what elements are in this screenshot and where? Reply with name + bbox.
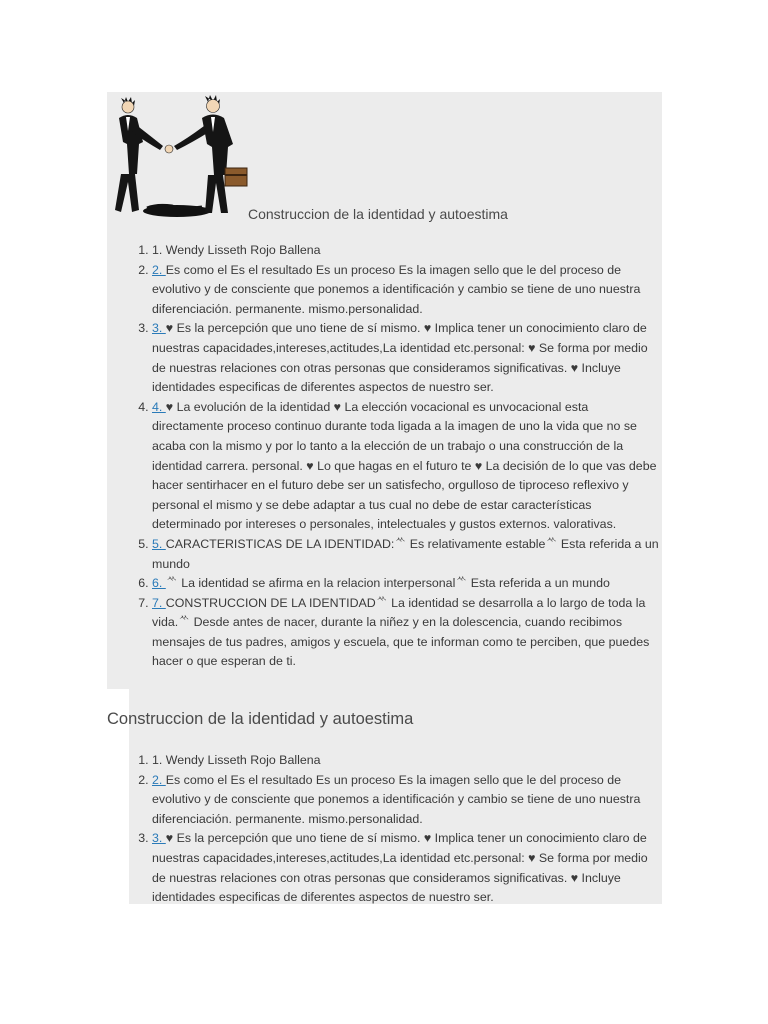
list-item-link[interactable]: 3. xyxy=(152,321,166,336)
list-item-text: CARACTERISTICAS DE LA IDENTIDAD:ᄿ Es relativamente estableᄿ Esta referida a un mundo xyxy=(152,536,659,571)
list-item-link[interactable]: 3. xyxy=(152,831,166,846)
list-item-text: ♥ La evolución de la identidad ♥ La elección vocacional es unvocacional esta directamente proceso continuo durante toda ligada a la imagen de uno la vida que no se acaba con la mismo y por lo tanto a la elección de un trabajo o una construcción de la identidad carrera. personal. ♥ Lo que hagas en el futuro te ♥ La decisión de lo que vas debe hacer sentirhacer en el futuro debe ser un satisfecho, orgulloso de tiproceso reflexivo y personal el mismo y se debe adaptar a tus cual no debe de estar características determinado por intereses o personales, intelectuales y gustos externos. valorativas. xyxy=(152,399,657,532)
list-item xyxy=(152,574,662,594)
handshake-businessmen-image xyxy=(107,92,249,222)
list-item-text: ♥ Es la percepción que uno tiene de sí mismo. ♥ Implica tener un conocimiento claro de nuestras capacidades,intereses,actitudes,La identidad etc.personal: ♥ Se forma por medio de nuestras relaciones con otras personas que consideramos significativas. ♥ Incluye identidades especificas de diferentes aspectos de nuestro ser. xyxy=(152,321,648,395)
list-item xyxy=(152,535,662,574)
list-item xyxy=(152,751,662,771)
list-item-text: CONSTRUCCION DE LA IDENTIDADᄿ La identidad se desarrolla a lo largo de toda la vida.ᄿ Desde antes de nacer, durante la niñez y en la dolescencia, cuando recibimos mensajes de tus padres, amigos y escuela, que te informan como te perciben, que puedes hacer o que esperan de ti. xyxy=(152,595,650,669)
section-heading-secondary: Construccion de la identidad y autoestima xyxy=(107,710,414,728)
section-heading-primary: Construccion de la identidad y autoestima xyxy=(248,206,508,222)
list-item-link[interactable]: 2. xyxy=(152,262,166,277)
list-item xyxy=(152,241,662,261)
list-item xyxy=(152,771,662,830)
list-item-link[interactable]: 2. xyxy=(152,772,166,787)
list-item-text: 1. Wendy Lisseth Rojo Ballena xyxy=(152,753,321,767)
list-item-link[interactable]: 7. xyxy=(152,595,166,610)
list-item-link[interactable]: 5. xyxy=(152,536,166,551)
list-item-link[interactable]: 6. xyxy=(152,576,166,591)
list-item xyxy=(152,319,662,397)
list-item-text: 1. Wendy Lisseth Rojo Ballena xyxy=(152,243,321,257)
identity-list-secondary xyxy=(152,751,662,908)
list-item-text: Es como el Es el resultado Es un proceso Es la imagen sello que le del proceso de evolutivo y de consciente que ponemos a identificación y cambio se tiene de uno nuestra diferenciación. permanente. mismo.personalidad. xyxy=(152,262,641,316)
list-item-link[interactable]: 4. xyxy=(152,399,166,414)
list-item-text: Es como el Es el resultado Es un proceso Es la imagen sello que le del proceso de evolutivo y de consciente que ponemos a identificación y cambio se tiene de uno nuestra diferenciación. permanente. mismo.personalidad. xyxy=(152,772,641,826)
list-item-text: ᄿ La identidad se afirma en la relacion interpersonalᄿ Esta referida a un mundo xyxy=(165,576,610,591)
list-item xyxy=(152,829,662,907)
list-item xyxy=(152,594,662,672)
list-item xyxy=(152,261,662,320)
identity-list-primary xyxy=(152,241,662,672)
list-item xyxy=(152,398,662,535)
list-item-text: ♥ Es la percepción que uno tiene de sí mismo. ♥ Implica tener un conocimiento claro de nuestras capacidades,intereses,actitudes,La identidad etc.personal: ♥ Se forma por medio de nuestras relaciones con otras personas que consideramos significativas. ♥ Incluye identidades especificas de diferentes aspectos de nuestro ser. xyxy=(152,831,648,905)
